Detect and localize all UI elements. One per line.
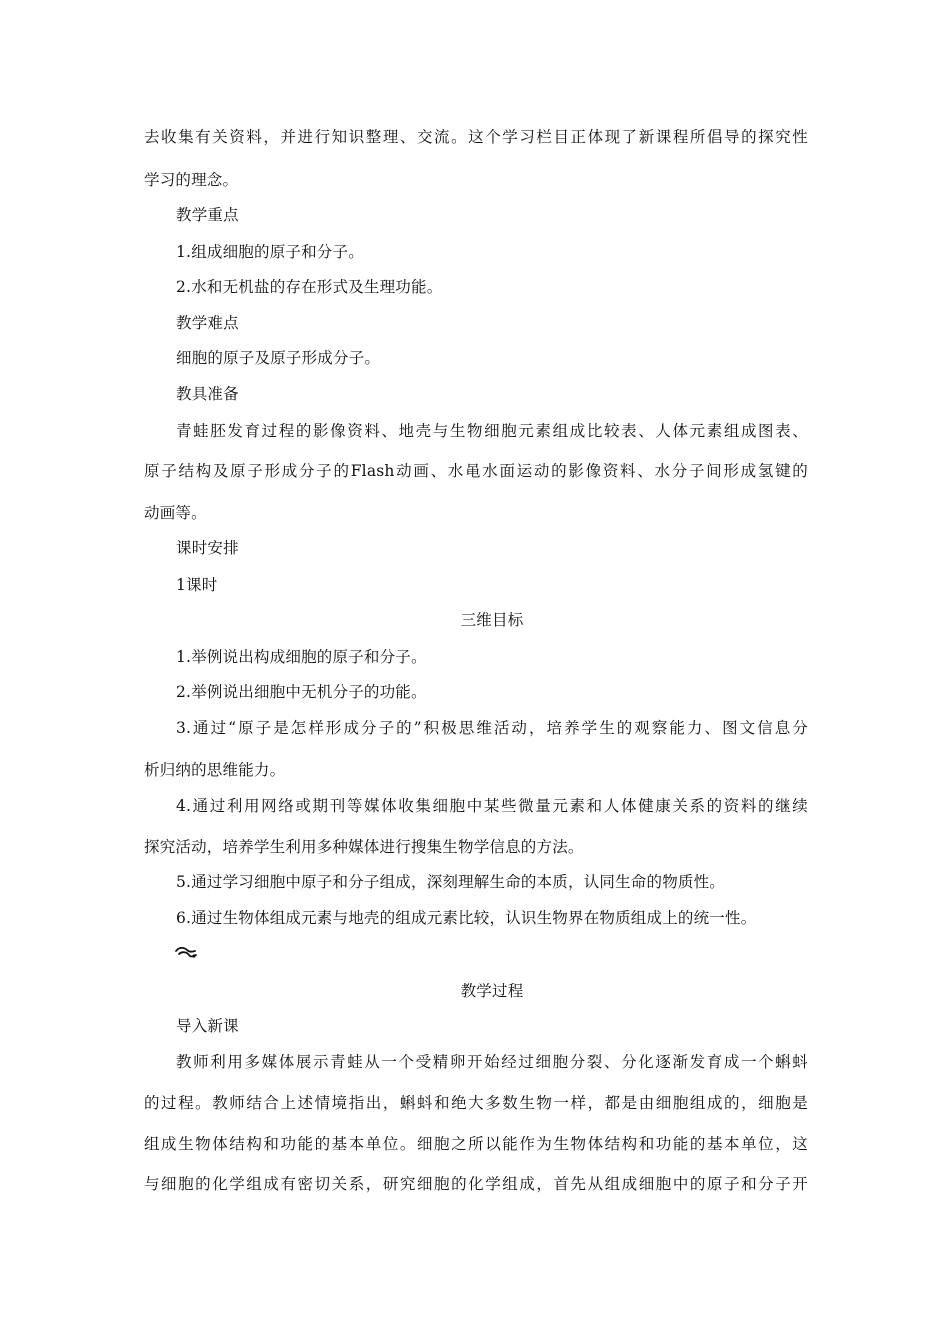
ornament-icon xyxy=(174,945,198,961)
paragraph-line: 青蛙胚发育过程的影像资料、地壳与生物细胞元素组成比较表、人体元素组成图表、 xyxy=(176,422,808,440)
list-item: 5.通过学习细胞中原子和分子组成，深刻理解生命的本质，认同生命的物质性。 xyxy=(176,873,725,891)
paragraph-line: 组成生物体结构和功能的基本单位。细胞之所以能作为生物体结构和功能的基本单位，这 xyxy=(144,1135,808,1153)
paragraph-line: 与细胞的化学组成有密切关系，研究细胞的化学组成，首先从组成细胞中的原子和分子开 xyxy=(144,1175,808,1193)
paragraph-line: 1课时 xyxy=(176,576,218,594)
paragraph-line: 的过程。教师结合上述情境指出，蝌蚪和绝大多数生物一样，都是由细胞组成的，细胞是 xyxy=(144,1094,808,1112)
paragraph-line: 析归纳的思维能力。 xyxy=(144,761,286,779)
list-item: 1.组成细胞的原子和分子。 xyxy=(176,243,364,261)
paragraph-line: 学习的理念。 xyxy=(144,171,239,189)
section-title: 三维目标 xyxy=(460,611,524,629)
section-heading: 导入新课 xyxy=(176,1017,239,1035)
list-item: 4.通过利用网络或期刊等媒体收集细胞中某些微量元素和人体健康关系的资料的继续 xyxy=(176,797,808,815)
section-heading: 课时安排 xyxy=(176,539,239,557)
section-title: 教学过程 xyxy=(460,982,524,1000)
list-item: 3.通过“原子是怎样形成分子的”积极思维活动，培养学生的观察能力、图文信息分 xyxy=(176,719,808,737)
paragraph-line: 去收集有关资料，并进行知识整理、交流。这个学习栏目正体现了新课程所倡导的探究性 xyxy=(144,128,808,146)
list-item: 1.举例说出构成细胞的原子和分子。 xyxy=(176,648,427,666)
list-item: 2.水和无机盐的存在形式及生理功能。 xyxy=(176,278,443,296)
section-heading: 教学难点 xyxy=(176,314,239,332)
section-heading: 教具准备 xyxy=(176,385,239,403)
paragraph-line: 教师利用多媒体展示青蛙从一个受精卵开始经过细胞分裂、分化逐渐发育成一个蝌蚪 xyxy=(176,1053,808,1071)
paragraph-line: 动画等。 xyxy=(144,504,207,522)
paragraph-line: 探究活动，培养学生利用多种媒体进行搜集生物学信息的方法。 xyxy=(144,838,584,856)
list-item: 2.举例说出细胞中无机分子的功能。 xyxy=(176,683,427,701)
list-item: 6.通过生物体组成元素与地壳的组成元素比较，认识生物界在物质组成上的统一性。 xyxy=(176,909,757,927)
section-heading: 教学重点 xyxy=(176,206,239,224)
paragraph-line: 细胞的原子及原子形成分子。 xyxy=(176,349,381,367)
paragraph-line: 原子结构及原子形成分子的Flash动画、水黾水面运动的影像资料、水分子间形成氢键的 xyxy=(144,462,808,480)
